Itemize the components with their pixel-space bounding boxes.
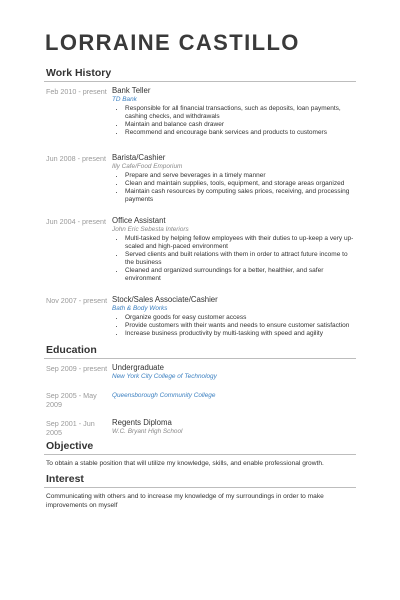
work-entry: [44, 295, 356, 338]
education-entry: [44, 363, 356, 381]
entry-bullets: [112, 172, 356, 204]
bullet-item: • Cleaned and organized surroundings for a better, healthier, and safer environment: [125, 267, 356, 283]
entry-role: Bank Teller: [112, 86, 151, 95]
bullet-item: • Prepare and serve beverages in a timely manner: [125, 172, 356, 180]
section-title-education: Education: [44, 344, 356, 359]
entry-org: John Eric Sebesta Interiors: [112, 225, 189, 233]
entry-dates: Jun 2004 - present: [46, 217, 106, 226]
bullet-item: • Responsible for all financial transactions, such as deposits, loan payments, cashing checks, and withdrawals: [125, 105, 356, 121]
entry-org: New York City College of Technology: [112, 372, 217, 380]
entry-dates: Sep 2001 - Jun 2005: [46, 419, 95, 437]
bullet-item: • Increase business productivity by multi-tasking with speed and agility: [125, 330, 356, 338]
work-entry: [44, 216, 356, 283]
section-title-interest: Interest: [44, 473, 356, 488]
entry-org: W.C. Bryant High School: [112, 427, 183, 435]
entry-org: Bath & Body Works: [112, 304, 168, 312]
entry-role: Stock/Sales Associate/Cashier: [112, 295, 218, 304]
education-entry: [44, 418, 356, 437]
entry-org: Illy Cafe/Food Emporium: [112, 162, 183, 170]
entry-bullets: [112, 235, 356, 283]
entry-role: Office Assistant: [112, 216, 166, 225]
entry-dates: Sep 2009 - present: [46, 364, 108, 373]
entry-dates: Jun 2008 - present: [46, 154, 106, 163]
objective-text: To obtain a stable position that will utilize my knowledge, skills, and enable professional growth.: [46, 460, 324, 467]
entry-bullets: [112, 105, 356, 137]
bullet-item: • Maintain and balance cash drawer: [125, 121, 356, 129]
entry-dates: Sep 2005 - May 2009: [46, 391, 97, 409]
entry-bullets: [112, 314, 356, 338]
bullet-item: • Multi-tasked by helping fellow employees with their duties to up-keep a very up-scaled and high-paced environment: [125, 235, 356, 251]
entry-org: TD Bank: [112, 95, 137, 103]
candidate-name: LORRAINE CASTILLO: [45, 30, 300, 55]
education-entry: [44, 390, 356, 409]
work-entry: [44, 86, 356, 137]
bullet-item: • Maintain cash resources by computing sales prices, receiving, and processing payments: [125, 188, 356, 204]
entry-role: Barista/Cashier: [112, 153, 166, 162]
section-title-work-history: Work History: [44, 67, 356, 82]
bullet-item: • Recommend and encourage bank services and products to customers: [125, 129, 356, 137]
bullet-item: • Clean and maintain supplies, tools, equipment, and storage areas organized: [125, 180, 356, 188]
section-title-objective: Objective: [44, 440, 356, 455]
entry-dates: Nov 2007 - present: [46, 296, 108, 305]
entry-org: Queensborough Community College: [112, 392, 216, 399]
bullet-item: • Provide customers with their wants and needs to ensure customer satisfaction: [125, 322, 356, 330]
bullet-item: • Served clients and built relations with them in order to attract future income to the business: [125, 251, 356, 267]
bullet-item: • Organize goods for easy customer access: [125, 314, 356, 322]
entry-role: Regents Diploma: [112, 418, 172, 427]
interest-text: Communicating with others and to increase my knowledge of my surroundings in order to make improvements on myself: [46, 493, 324, 509]
entry-dates: Feb 2010 - present: [46, 87, 107, 96]
work-entry: [44, 153, 356, 204]
entry-role: Undergraduate: [112, 363, 165, 372]
